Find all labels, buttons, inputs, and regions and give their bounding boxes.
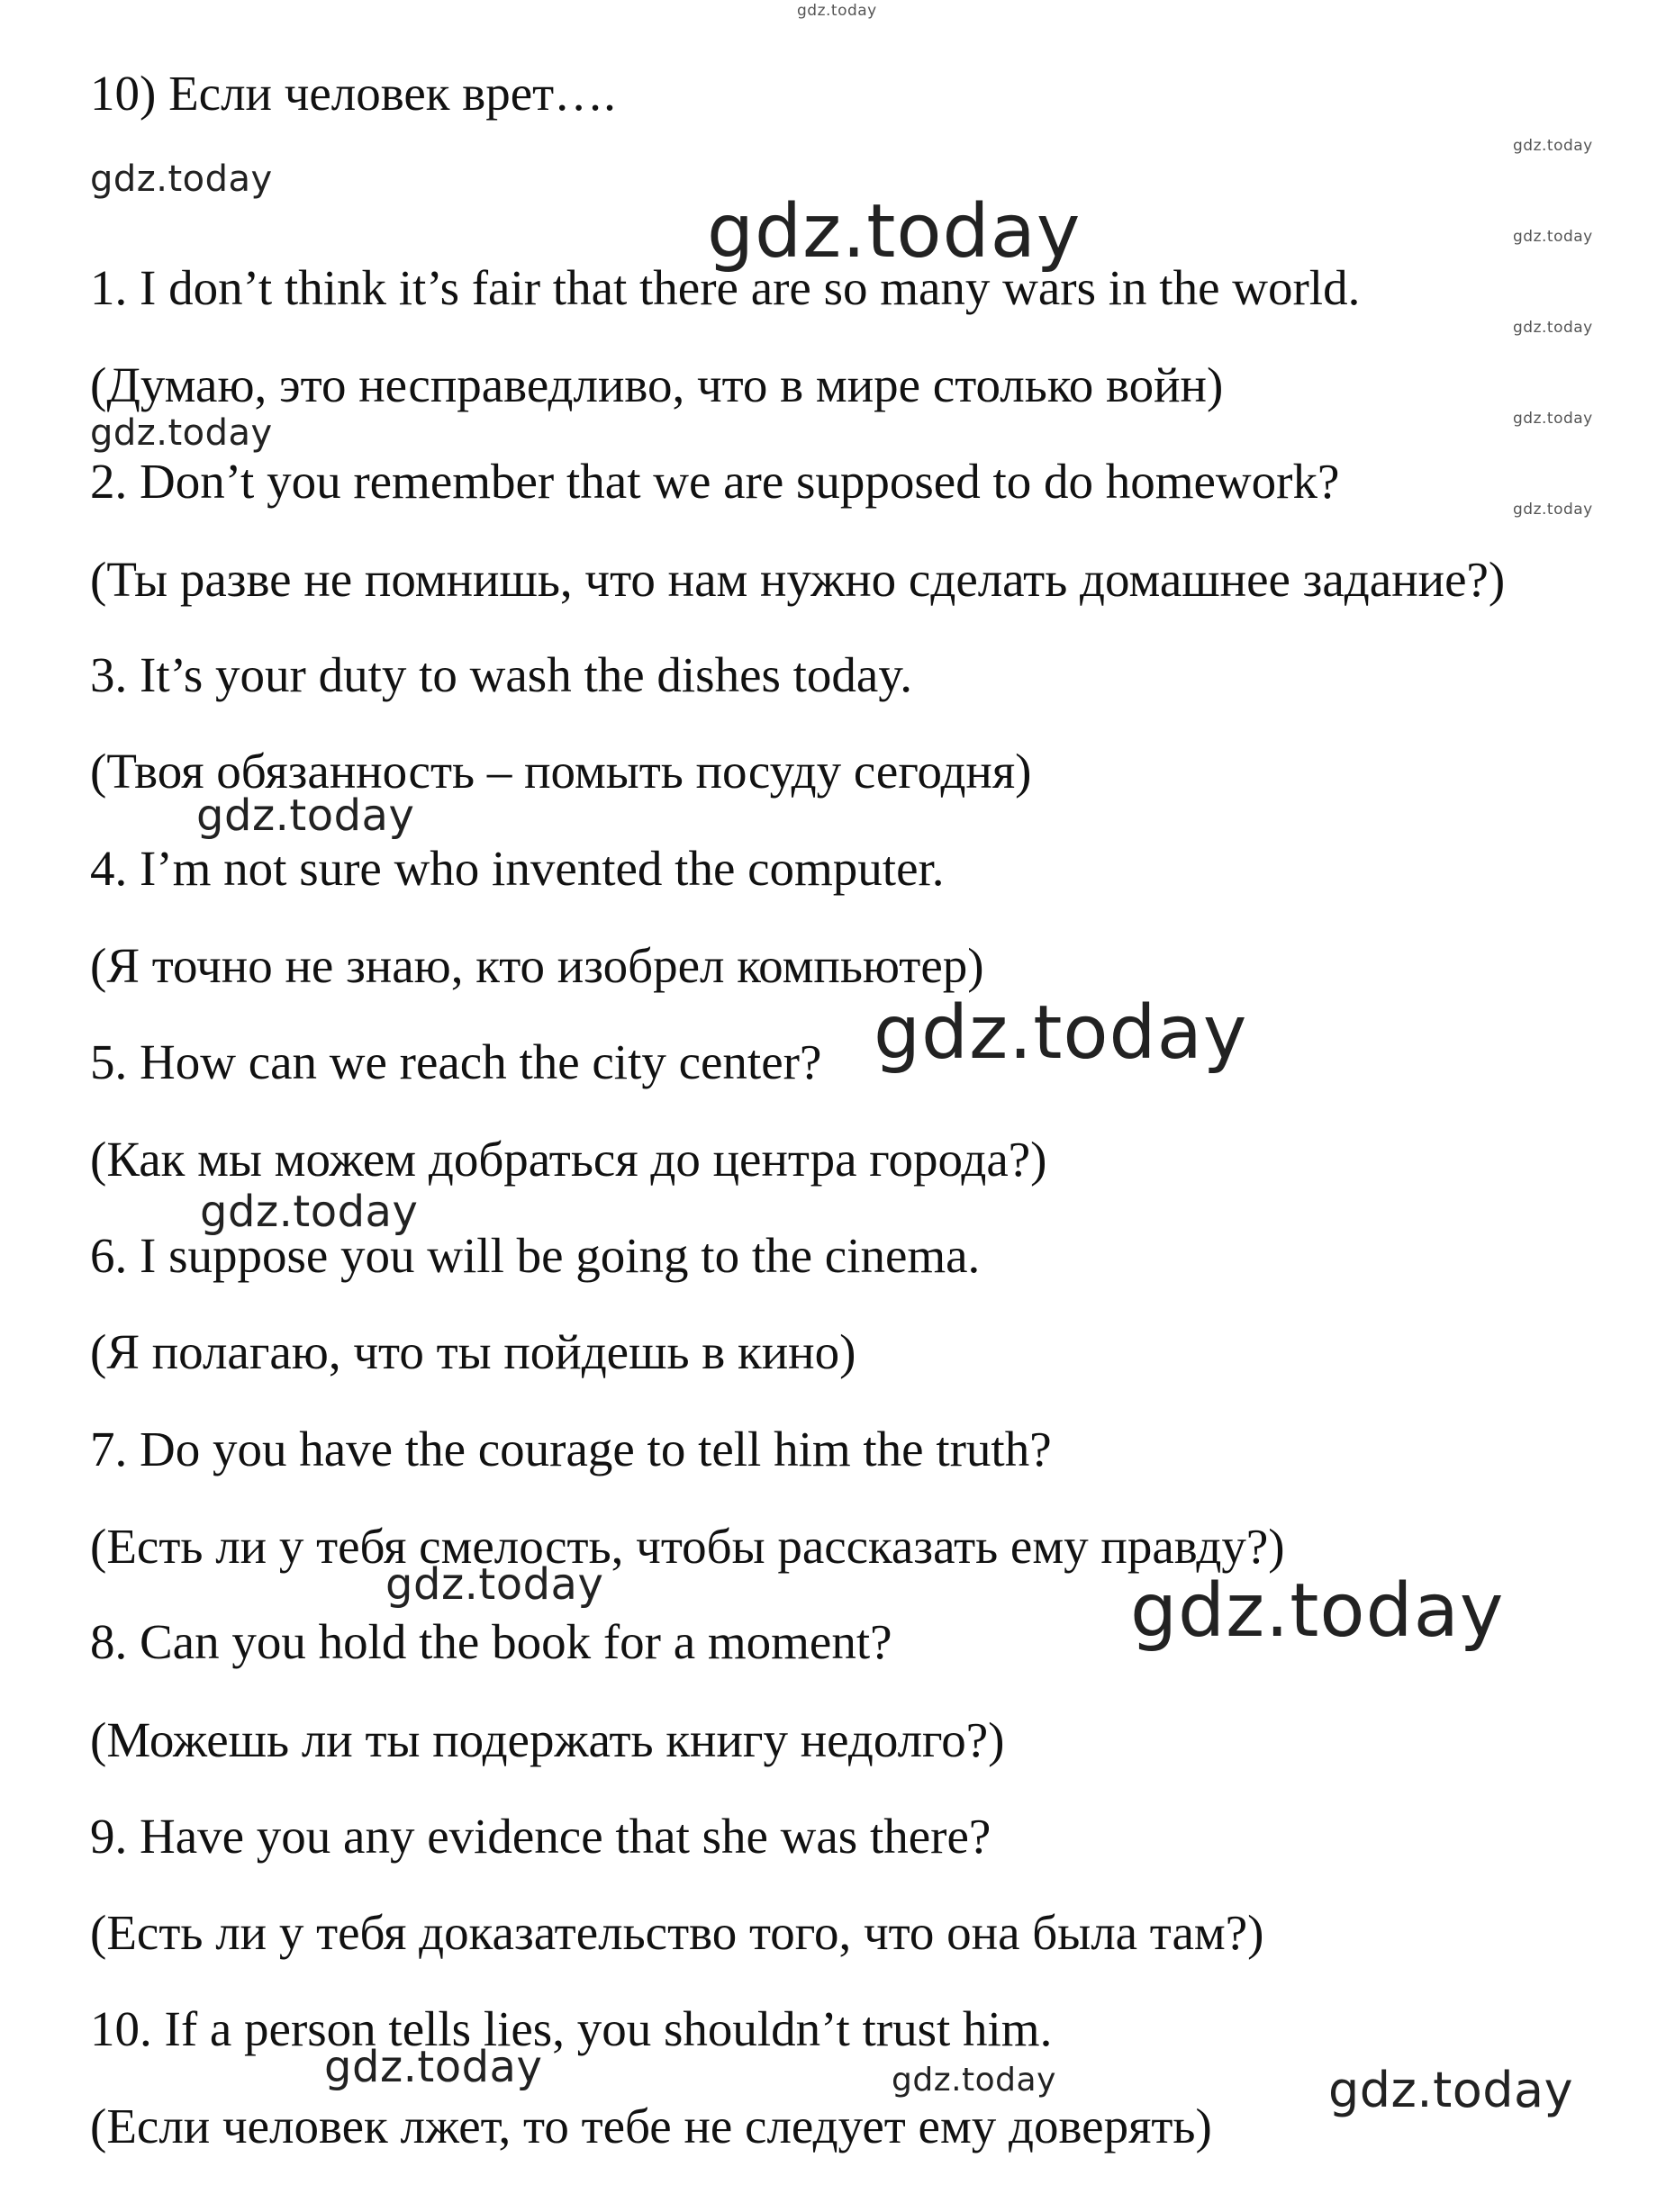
translation-ru-4: (Я точно не знаю, кто изобрел компьютер) (90, 938, 984, 993)
translation-ru-7: (Есть ли у тебя смелость, чтобы рассказать ему правду?) (90, 1519, 1285, 1574)
translation-ru-9: (Есть ли у тебя доказательство того, что она была там?) (90, 1905, 1264, 1960)
translation-ru-6: (Я полагаю, что ты пойдешь в кино) (90, 1324, 856, 1379)
translation-ru-8: (Можешь ли ты подержать книгу недолго?) (90, 1712, 1005, 1767)
watermark: gdz.today (385, 1559, 604, 1610)
page-title: 10) Если человек врет…. (90, 66, 616, 121)
translation-ru-3: (Твоя обязанность – помыть посуду сегодня) (90, 744, 1032, 799)
sentence-en-10: 10. If a person tells lies, you shouldn’t trust him. (90, 2001, 1053, 2056)
watermark: gdz.today (1130, 1568, 1505, 1654)
watermark: gdz.today (200, 1187, 419, 1237)
sentence-en-5: 5. How can we reach the city center? (90, 1034, 822, 1089)
watermark: gdz.today (874, 990, 1248, 1076)
sentence-en-2: 2. Don’t you remember that we are supposed to do homework? (90, 454, 1340, 509)
sentence-en-9: 9. Have you any evidence that she was there? (90, 1809, 991, 1864)
watermark: gdz.today (1513, 319, 1593, 337)
watermark: gdz.today (90, 158, 273, 200)
sentence-en-7: 7. Do you have the courage to tell him the truth? (90, 1422, 1052, 1476)
watermark: gdz.today (1328, 2062, 1574, 2118)
watermark: gdz.today (1513, 410, 1593, 428)
watermark: gdz.today (707, 189, 1082, 275)
watermark: gdz.today (892, 2062, 1056, 2099)
translation-ru-2: (Ты разве не помнишь, что нам нужно сделать домашнее задание?) (90, 552, 1506, 607)
sentence-en-8: 8. Can you hold the book for a moment? (90, 1614, 892, 1669)
sentence-en-4: 4. I’m not sure who invented the computer. (90, 841, 945, 896)
watermark: gdz.today (324, 2042, 543, 2092)
sentence-en-1: 1. I don’t think it’s fair that there are so many wars in the world. (90, 260, 1361, 315)
watermark: gdz.today (797, 2, 877, 20)
watermark: gdz.today (196, 790, 415, 841)
translation-ru-1: (Думаю, это несправедливо, что в мире столько войн) (90, 357, 1224, 412)
watermark: gdz.today (1513, 228, 1593, 246)
watermark: gdz.today (1513, 501, 1593, 519)
translation-ru-5: (Как мы можем добраться до центра города?) (90, 1132, 1047, 1187)
sentence-en-3: 3. It’s your duty to wash the dishes today. (90, 647, 913, 702)
translation-ru-10: (Если человек лжет, то тебе не следует ему доверять) (90, 2099, 1212, 2153)
sentence-en-6: 6. I suppose you will be going to the cinema. (90, 1228, 981, 1283)
watermark: gdz.today (90, 412, 273, 454)
watermark: gdz.today (1513, 137, 1593, 155)
